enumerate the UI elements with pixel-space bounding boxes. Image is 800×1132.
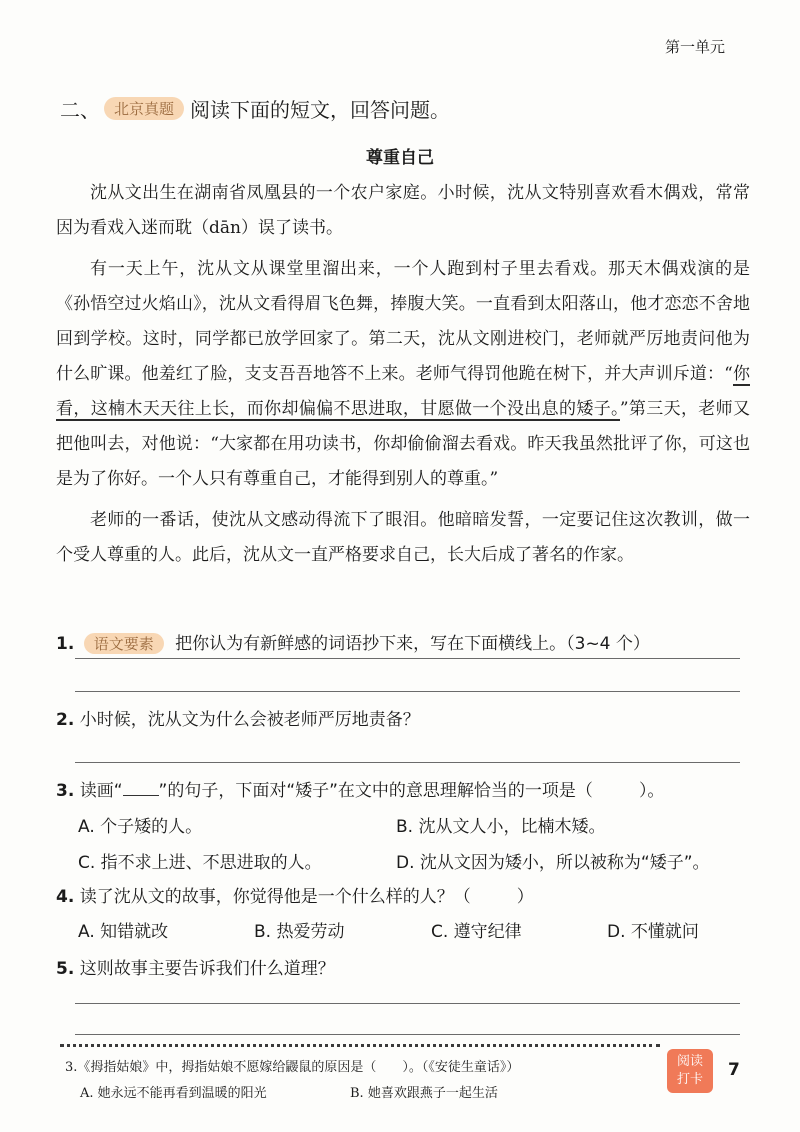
question-tag: 语文要素: [84, 633, 164, 654]
story-paragraph-1: 沈从文出生在湖南省凤凰县的一个农户家庭。小时候，沈从文特别喜欢看木偶戏，常常因为看戏入迷而耽（dān）误了读书。: [56, 183, 750, 238]
answer-line[interactable]: [75, 691, 740, 692]
question-text: 读了沈从文的故事，你觉得他是一个什么样的人？（: [79, 887, 471, 907]
option-a[interactable]: A. 个子矮的人。: [78, 817, 203, 837]
question-number: 4.: [56, 887, 75, 907]
question-5: [56, 954, 756, 979]
question-text: ”的句子，下面对“矮子”在文中的意思理解恰当的一项是（: [158, 781, 593, 801]
question-text: 小时候，沈从文为什么会被老师严厉地责备？: [79, 710, 420, 730]
story-text: 有一天上午，沈从文从课堂里溜出来，一个人跑到村子里去看戏。那天木偶戏演的是《孙悟空过火焰山》，沈从文看得眉飞色舞，捧腹大笑。一直看到太阳落山，他才恋恋不舍地回到学校。这时，同学都已放学回家了。第二天，沈从文刚进校门，老师就严厉地责问他为什么旷课。他羞红了脸，支支吾吾地答不上来。老师气得罚他跪在树下，并大声训斥道：“: [56, 259, 750, 384]
answer-line[interactable]: [75, 1003, 740, 1004]
option-d[interactable]: D. 不懂就问: [607, 922, 699, 942]
section-instruction: 阅读下面的短文，回答问题。: [190, 98, 451, 122]
source-tag: 北京真题: [104, 97, 184, 120]
section-number: 二、: [60, 98, 100, 122]
question-text: 这则故事主要告诉我们什么道理？: [79, 959, 335, 979]
question-text: 把你认为有新鲜感的词语抄下来，写在下面横线上。（3~4 个）: [175, 634, 650, 654]
question-1: [56, 629, 756, 654]
question-number: 2.: [56, 710, 75, 730]
answer-line[interactable]: [75, 658, 740, 659]
reading-checkin-badge[interactable]: [667, 1049, 713, 1093]
story-paragraph-3: 老师的一番话，使沈从文感动得流下了眼泪。他暗暗发誓，一定要记住这次教训，做一个受人尊重的人。此后，沈从文一直严格要求自己，长大后成了著名的作家。: [56, 510, 750, 565]
footer-question: 3.《拇指姑娘》中，拇指姑娘不愿嫁给鼹鼠的原因是（ ）。（《安徒生童话》）: [65, 1060, 520, 1075]
option-b[interactable]: B. 热爱劳动: [254, 922, 345, 942]
answer-line[interactable]: [75, 1034, 740, 1035]
story-body: [56, 176, 750, 579]
page-number: 7: [728, 1060, 740, 1080]
option-a[interactable]: A. 知错就改: [78, 922, 169, 942]
footer-option-a: A. 她永远不能再看到温暖的阳光: [80, 1086, 267, 1101]
underline-blank: [123, 795, 159, 796]
question-2: [56, 705, 756, 730]
question-text: 读画“: [79, 781, 123, 801]
footer-divider: [60, 1044, 660, 1047]
underlined-sentence: 你看，这楠木天天往上长，而你却偏偏不思进取，甘愿做一个没出息的矮子。: [56, 364, 750, 419]
story-text: ”第三天，老师又把他叫去，对他说：“大家都在用功读书，你却偷偷溜去看戏。昨天我虽然批评了你，可这也是为了你好。一个人只有尊重自己，才能得到别人的尊重。”: [56, 399, 750, 489]
question-number: 1.: [56, 634, 75, 654]
badge-line-1: 阅读: [676, 1054, 703, 1069]
option-c[interactable]: C. 指不求上进、不思进取的人。: [78, 853, 322, 873]
option-c[interactable]: C. 遵守纪律: [431, 922, 522, 942]
question-4: [56, 882, 756, 907]
footer-option-b: B. 她喜欢跟燕子一起生活: [350, 1086, 498, 1101]
badge-line-2: 打卡: [676, 1072, 703, 1087]
question-number: 3.: [56, 781, 75, 801]
option-b[interactable]: B. 沈从文人小，比楠木矮。: [396, 817, 606, 837]
unit-label: 第一单元: [664, 38, 725, 56]
option-d[interactable]: D. 沈从文因为矮小，所以被称为“矮子”。: [396, 853, 710, 873]
question-text: ）。: [638, 781, 665, 801]
question-number: 5.: [56, 959, 75, 979]
story-paragraph-2: [56, 252, 750, 497]
answer-line[interactable]: [75, 762, 740, 763]
question-3: [56, 776, 756, 801]
question-text: ）: [516, 887, 534, 907]
story-title: 尊重自己: [366, 148, 434, 168]
section-heading: [60, 94, 450, 123]
